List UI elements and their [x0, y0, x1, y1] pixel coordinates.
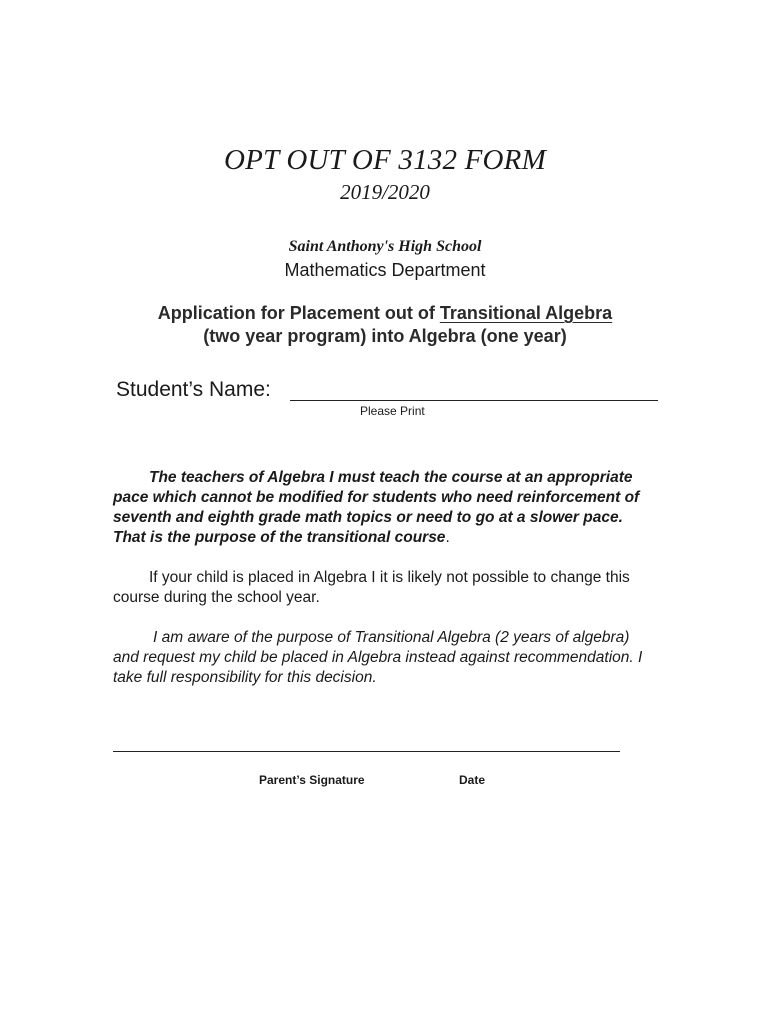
date-label: Date — [459, 773, 486, 787]
signature-line[interactable] — [113, 751, 620, 752]
application-heading — [0, 302, 770, 348]
student-name-label: Student’s Name: — [116, 378, 271, 401]
student-name-row — [116, 376, 676, 406]
application-heading-line2: (two year program) into Algebra (one year) — [203, 326, 567, 346]
school-name: Saint Anthony's High School — [288, 238, 482, 255]
please-print-note: Please Print — [360, 404, 425, 418]
pace-paragraph-period: . — [445, 529, 450, 546]
student-name-field[interactable] — [290, 400, 658, 401]
heading-underlined: Transitional Algebra — [439, 303, 613, 323]
form-title: OPT OUT OF 3132 FORM — [224, 144, 546, 176]
department-name: Mathematics Department — [284, 260, 486, 280]
pace-paragraph — [113, 468, 658, 548]
heading-prefix: Application for Placement out of — [157, 303, 440, 323]
acknowledgement-paragraph: I am aware of the purpose of Transitional Algebra (2 years of algebra) and request my child be placed in Algebra instead against recommendation. I take full responsibility for this decision. — [113, 629, 643, 686]
parent-signature-label: Parent’s Signature — [259, 773, 365, 787]
pace-paragraph-text: The teachers of Algebra I must teach the course at an appropriate pace which cannot be modified for students who need reinforcement of seventh and eighth grade math topics or need to go at a slower pace. That is the purpose of the transitional course — [113, 469, 640, 546]
form-year: 2019/2020 — [340, 180, 430, 204]
application-heading-line1 — [0, 302, 770, 325]
placement-paragraph: If your child is placed in Algebra I it is likely not possible to change this course during the school year. — [113, 569, 630, 606]
